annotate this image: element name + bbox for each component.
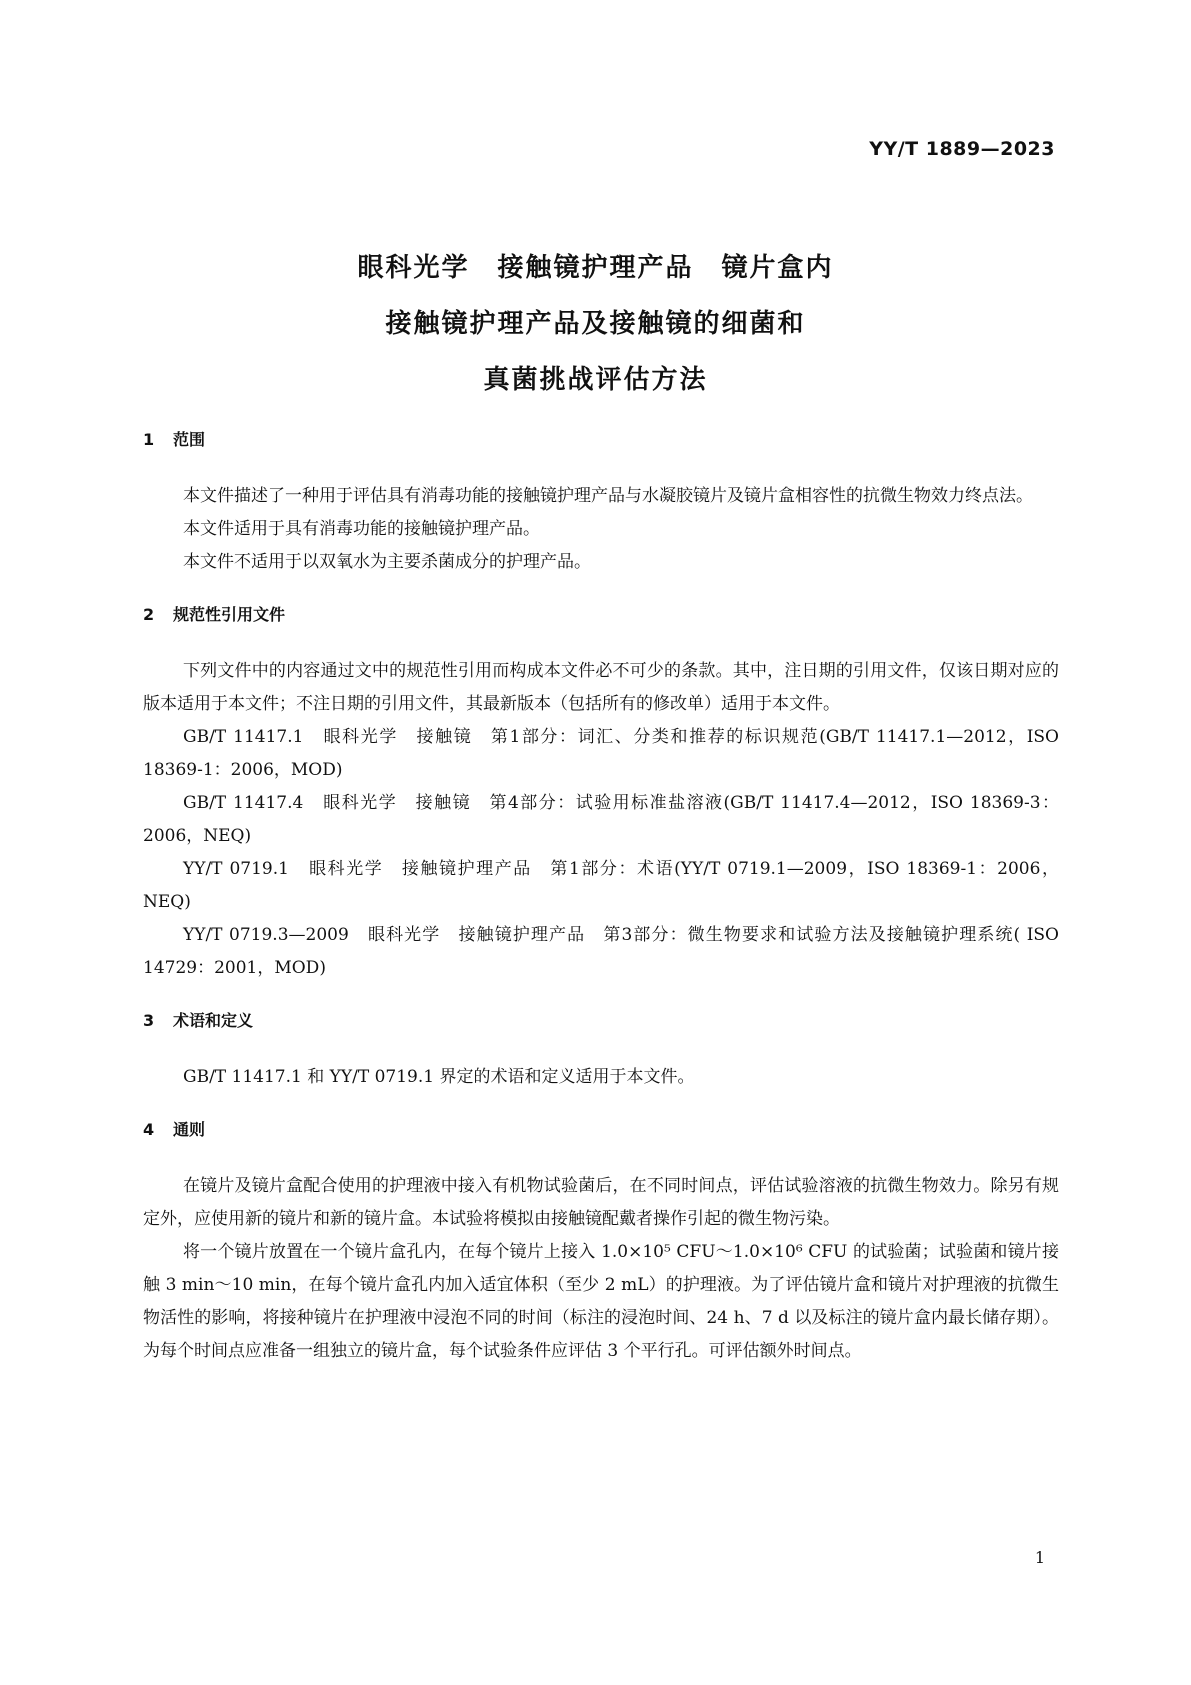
- section-number: 4: [143, 1120, 155, 1139]
- section-number: 2: [143, 605, 155, 624]
- paragraph: 在镜片及镜片盒配合使用的护理液中接入有机物试验菌后，在不同时间点，评估试验溶液的抗微生物效力。除另有规定外，应使用新的镜片和新的镜片盒。本试验将模拟由接触镜配戴者操作引起的微生物污染。: [143, 1176, 1059, 1229]
- reference-item: YY/T 0719.3—2009 眼科光学 接触镜护理产品 第3部分：微生物要求和试验方法及接触镜护理系统( ISO 14729：2001，MOD): [143, 925, 1059, 978]
- page-number: 1: [1034, 1548, 1045, 1567]
- section-title: 术语和定义: [173, 1011, 254, 1030]
- paragraph: 将一个镜片放置在一个镜片盒孔内，在每个镜片上接入 1.0×10⁵ CFU～1.0×10⁶ CFU 的试验菌；试验菌和镜片接触 3 min～10 min，在每个镜片盒孔内加入适宜体积（至少 2 mL）的护理液。为了评估镜片盒和镜片对护理液的抗微生物活性的影响，将接种镜片在护理液中浸泡不同的时间（标注的浸泡时间、24 h、7 d 以及标注的镜片盒内最长储存期）。为每个时间点应准备一组独立的镜片盒，每个试验条件应评估 3 个平行孔。可评估额外时间点。: [143, 1242, 1059, 1361]
- section-title: 范围: [173, 430, 206, 449]
- reference-item: GB/T 11417.1 眼科光学 接触镜 第1部分：词汇、分类和推荐的标识规范(GB/T 11417.1—2012，ISO 18369-1：2006，MOD): [143, 727, 1059, 780]
- paragraph: 下列文件中的内容通过文中的规范性引用而构成本文件必不可少的条款。其中，注日期的引用文件，仅该日期对应的版本适用于本文件；不注日期的引用文件，其最新版本（包括所有的修改单）适用于本文件。: [143, 661, 1059, 714]
- section-heading: [143, 1118, 1059, 1142]
- section-scope: [143, 428, 1059, 579]
- paragraph: 本文件不适用于以双氧水为主要杀菌成分的护理产品。: [183, 552, 591, 572]
- section-normative-references: [143, 603, 1059, 985]
- title-line-3: 真菌挑战评估方法: [483, 365, 708, 395]
- document-body: [143, 428, 1059, 1368]
- section-general: [143, 1118, 1059, 1368]
- title-line-1: 眼科光学 接触镜护理产品 镜片盒内: [357, 253, 834, 283]
- paragraph: 本文件适用于具有消毒功能的接触镜护理产品。: [183, 519, 540, 539]
- reference-item: GB/T 11417.4 眼科光学 接触镜 第4部分：试验用标准盐溶液(GB/T 11417.4—2012，ISO 18369-3：2006，NEQ): [143, 793, 1059, 846]
- paragraph: GB/T 11417.1 和 YY/T 0719.1 界定的术语和定义适用于本文件。: [183, 1067, 695, 1087]
- section-heading: [143, 1009, 1059, 1033]
- title-line-2: 接触镜护理产品及接触镜的细菌和: [385, 309, 806, 339]
- section-title: 通则: [173, 1120, 206, 1139]
- section-number: 3: [143, 1011, 155, 1030]
- section-number: 1: [143, 430, 155, 449]
- doc-code: YY/T 1889—2023: [869, 138, 1055, 160]
- section-heading: [143, 603, 1059, 627]
- section-heading: [143, 428, 1059, 452]
- reference-item: YY/T 0719.1 眼科光学 接触镜护理产品 第1部分：术语(YY/T 0719.1—2009，ISO 18369-1：2006，NEQ): [143, 859, 1059, 912]
- paragraph: 本文件描述了一种用于评估具有消毒功能的接触镜护理产品与水凝胶镜片及镜片盒相容性的抗微生物效力终点法。: [183, 486, 1033, 506]
- section-terms-definitions: [143, 1009, 1059, 1094]
- section-title: 规范性引用文件: [173, 605, 286, 624]
- document-title: [0, 240, 1191, 408]
